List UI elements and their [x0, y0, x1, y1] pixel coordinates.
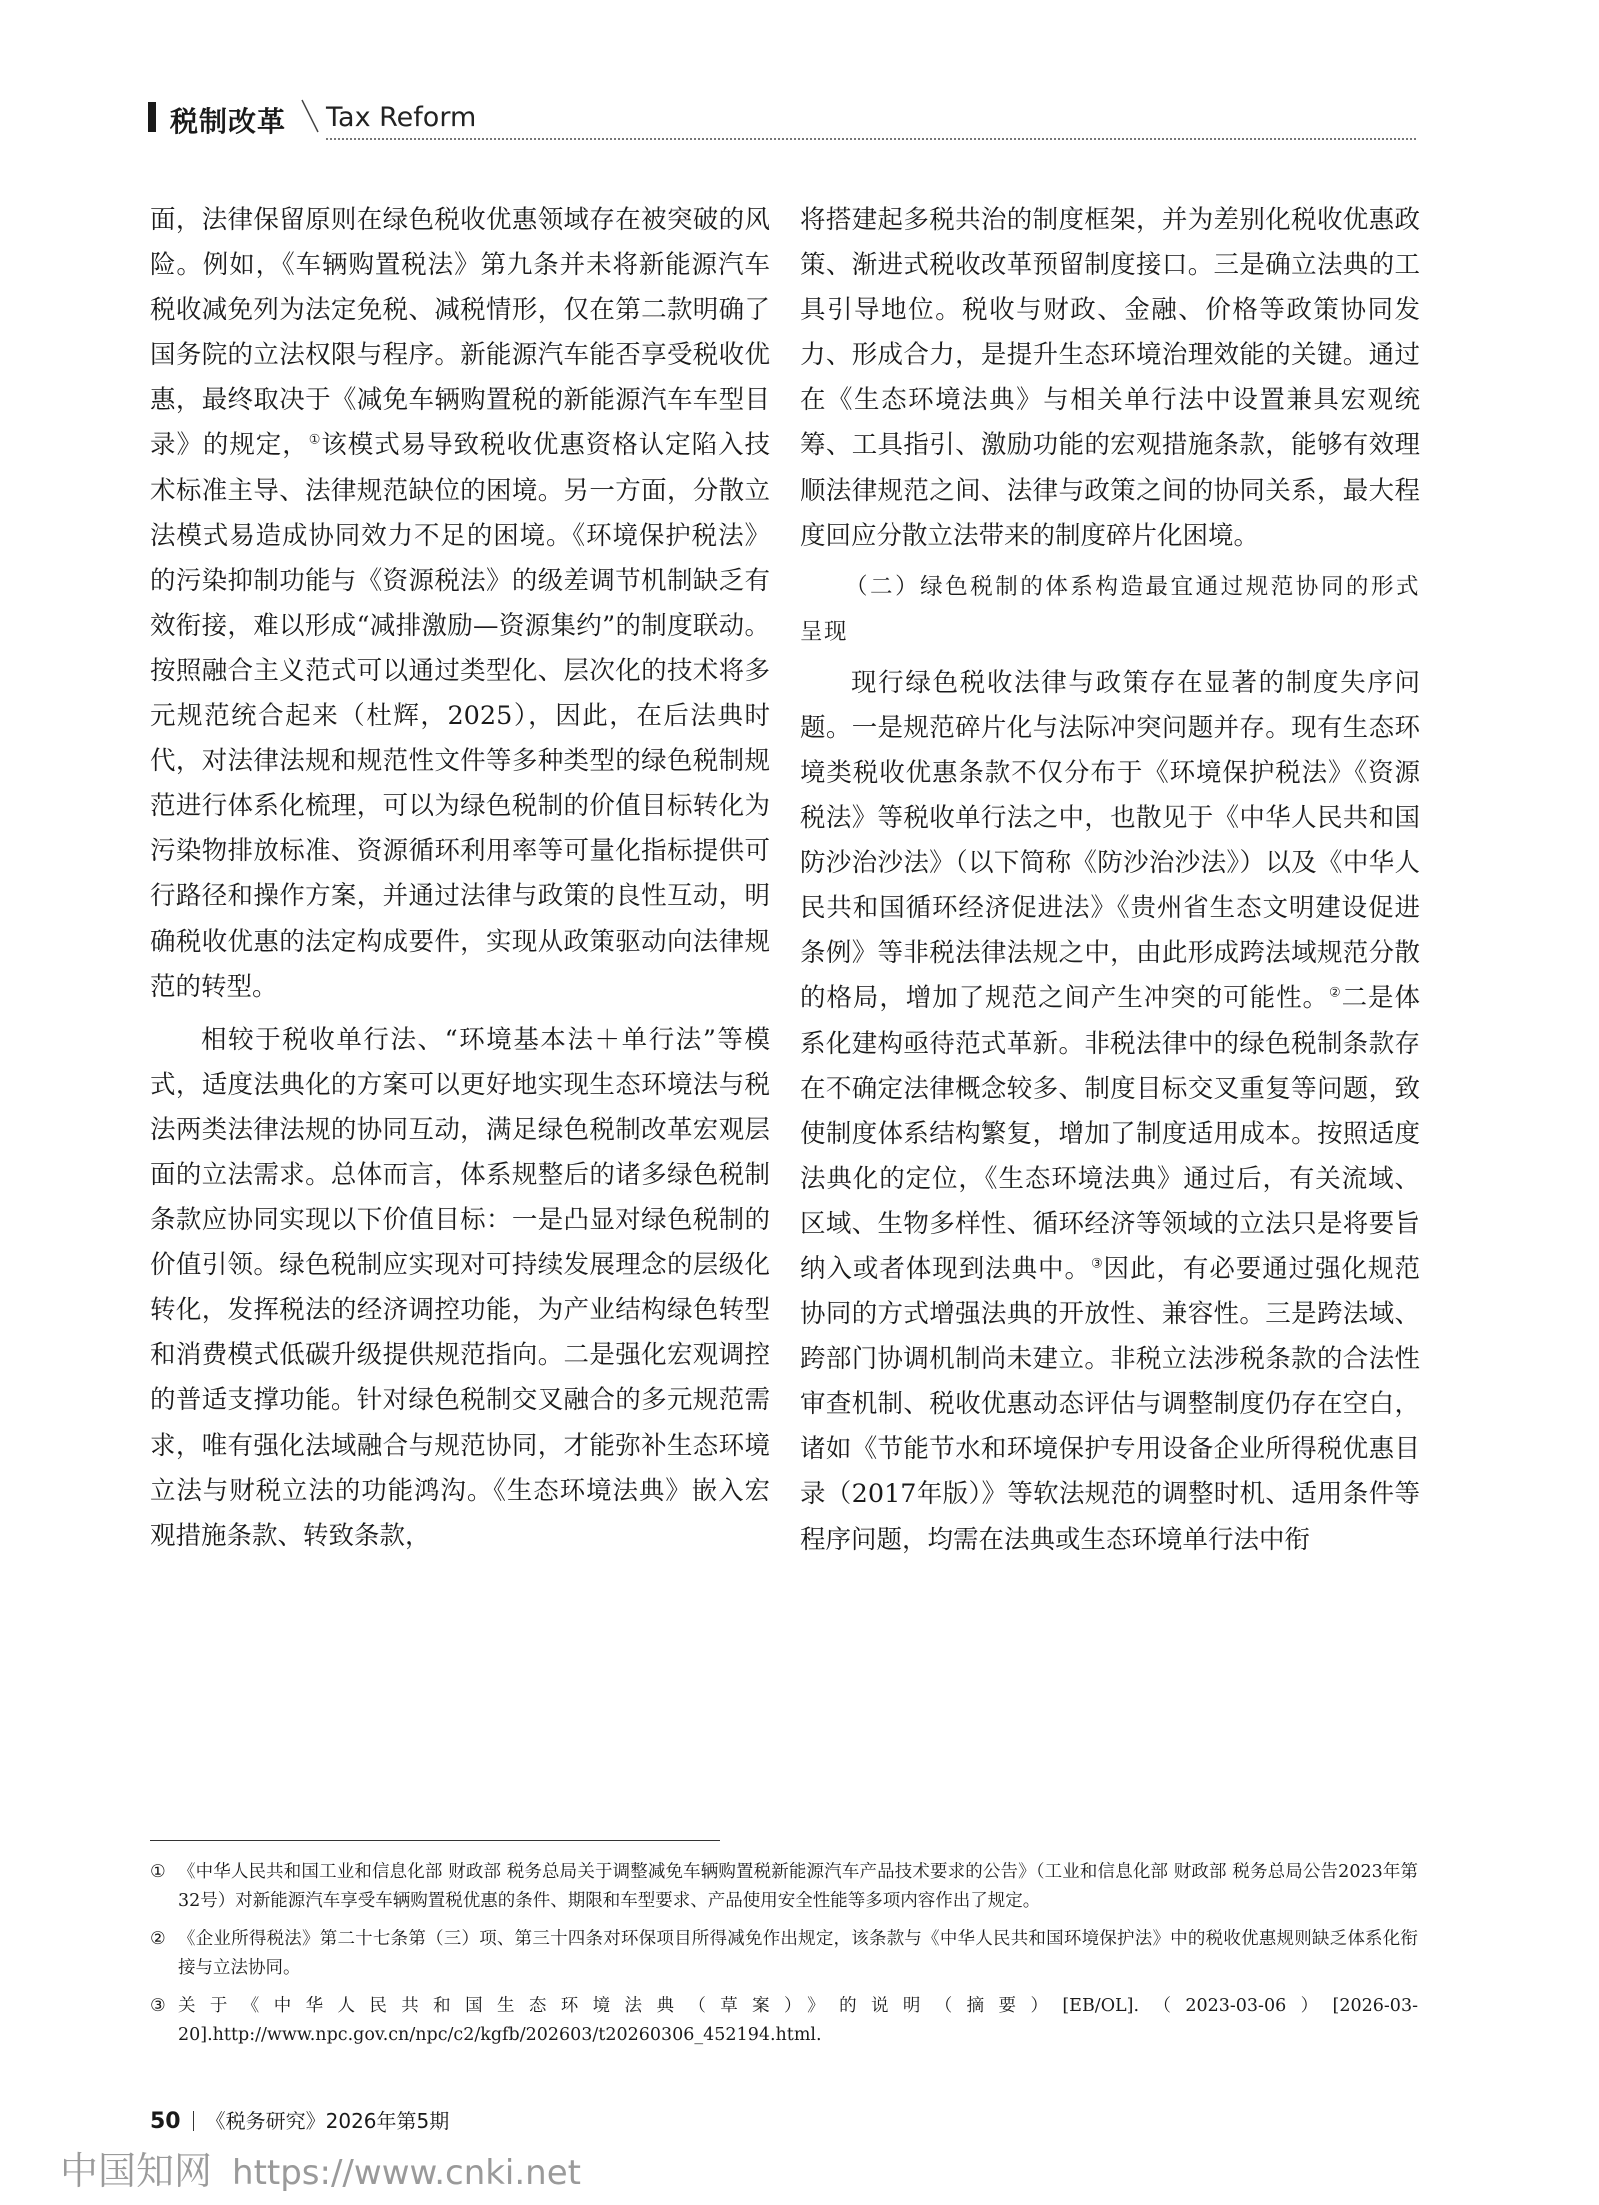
footnote: ③ 关于《中华人民共和国生态环境法典（草案）》的说明（摘要）[EB/OL].（2023-03-06）[2026-03-20].http://www.npc.gov.cn/npc/c2/kgfb/202603/t20260306_452194.html. [150, 1996, 1418, 2045]
paragraph: 现行绿色税收法律与政策存在显著的制度失序问题。一是规范碎片化与法际冲突问题并存。现有生态环境类税收优惠条款不仅分布于《环境保护税法》《资源税法》等税收单行法之中，也散见于《中华人民共和国防沙治沙法》（以下简称《防沙治沙法》）以及《中华人民共和国循环经济促进法》《贵州省生态文明建设促进条例》等非税法律法规之中，由此形成跨法域规范分散的格局，增加了规范之间产生冲突的可能性。②二是体系化建构亟待范式革新。非税法律中的绿色税制条款存在不确定法律概念较多、制度目标交叉重复等问题，致使制度体系结构繁复，增加了制度适用成本。按照适度法典化的定位，《生态环境法典》通过后，有关流域、区域、生物多样性、循环经济等领域的立法只是将要旨纳入或者体现到法典中。③因此，有必要通过强化规范协同的方式增强法典的开放性、兼容性。三是跨法域、跨部门协调机制尚未建立。非税立法涉税条款的合法性审查机制、税收优惠动态评估与调整制度仍存在空白，诸如《节能节水和环境保护专用设备企业所得税优惠目录（2017年版）》等软法规范的调整时机、适用条件等程序问题，均需在法典或生态环境单行法中衔 [800, 667, 1420, 1555]
running-header [148, 96, 1416, 140]
header-slash-icon [300, 98, 320, 134]
paragraph: 面，法律保留原则在绿色税收优惠领域存在被突破的风险。例如，《车辆购置税法》第九条并未将新能源汽车税收减免列为法定免税、减税情形，仅在第二款明确了国务院的立法权限与程序。新能源汽车能否享受税收优惠，最终取决于《减免车辆购置税的新能源汽车车型目录》的规定，①该模式易导致税收优惠资格认定陷入技术标准主导、法律规范缺位的困境。另一方面，分散立法模式易造成协同效力不足的困境。《环境保护税法》的污染抑制功能与《资源税法》的级差调节机制缺乏有效衔接，难以形成“减排激励—资源集约”的制度联动。按照融合主义范式可以通过类型化、层次化的技术将多元规范统合起来（杜辉，2025），因此，在后法典时代，对法律法规和规范性文件等多种类型的绿色税制规范进行体系化梳理，可以为绿色税制的价值目标转化为污染物排放标准、资源循环利用率等可量化指标提供可行路径和操作方案，并通过法律与政策的良性互动，明确税收优惠的法定构成要件，实现从政策驱动向法律规范的转型。 [150, 205, 770, 1002]
footnote: ① 《中华人民共和国工业和信息化部 财政部 税务总局关于调整减免车辆购置税新能源汽车产品技术要求的公告》（工业和信息化部 财政部 税务总局公告2023年第32号）对新能源汽车享受车辆购置税优惠的条件、期限和车型要求、产品使用安全性能等多项内容作出了规定。 [150, 1862, 1418, 1911]
footnote-ref[interactable]: ② [1328, 985, 1342, 1001]
footer-divider [193, 2111, 194, 2131]
paragraph: 将搭建起多税共治的制度框架，并为差别化税收优惠政策、渐进式税收改革预留制度接口。三是确立法典的工具引导地位。税收与财政、金融、价格等政策协同发力、形成合力，是提升生态环境治理效能的关键。通过在《生态环境法典》与相关单行法中设置兼具宏观统筹、工具指引、激励功能的宏观措施条款，能够有效理顺法律规范之间、法律与政策之间的协同关系，最大程度回应分散立法带来的制度碎片化困境。 [800, 205, 1420, 551]
watermark-name: 中国知网 [60, 2149, 213, 2193]
section-title-cn: 税制改革 [170, 105, 287, 138]
footnotes [150, 1858, 1418, 2059]
footnote-ref[interactable]: ① [308, 432, 322, 448]
footnote-ref[interactable]: ③ [1090, 1256, 1104, 1272]
header-rule [326, 138, 1416, 140]
header-bar [148, 102, 156, 132]
section-title-en: Tax Reform [326, 102, 477, 133]
footnote: ② 《企业所得税法》第二十七条第（三）项、第三十四条对环保项目所得减免作出规定，该条款与《中华人民共和国环境保护法》中的税收优惠规则缺乏体系化衔接与立法协同。 [150, 1929, 1418, 1978]
watermark-url: https://www.cnki.net [232, 2153, 581, 2193]
page-footer [150, 2105, 449, 2134]
journal-issue: 《税务研究》2026年第5期 [205, 2109, 450, 2133]
footnote-rule [150, 1840, 720, 1841]
cnki-watermark [60, 2140, 581, 2195]
right-column [800, 198, 1420, 1563]
left-column [150, 198, 770, 1559]
subheading: （二）绿色税制的体系构造最宜通过规范协同的形式呈现 [800, 573, 1420, 645]
page-number: 50 [150, 2109, 181, 2134]
paragraph: 相较于税收单行法、“环境基本法＋单行法”等模式，适度法典化的方案可以更好地实现生态环境法与税法两类法律法规的协同互动，满足绿色税制改革宏观层面的立法需求。总体而言，体系规整后的诸多绿色税制条款应协同实现以下价值目标：一是凸显对绿色税制的价值引领。绿色税制应实现对可持续发展理念的层级化转化，发挥税法的经济调控功能，为产业结构绿色转型和消费模式低碳升级提供规范指向。二是强化宏观调控的普适支撑功能。针对绿色税制交叉融合的多元规范需求，唯有强化法域融合与规范协同，才能弥补生态环境立法与财税立法的功能鸿沟。《生态环境法典》嵌入宏观措施条款、转致条款， [150, 1024, 770, 1551]
